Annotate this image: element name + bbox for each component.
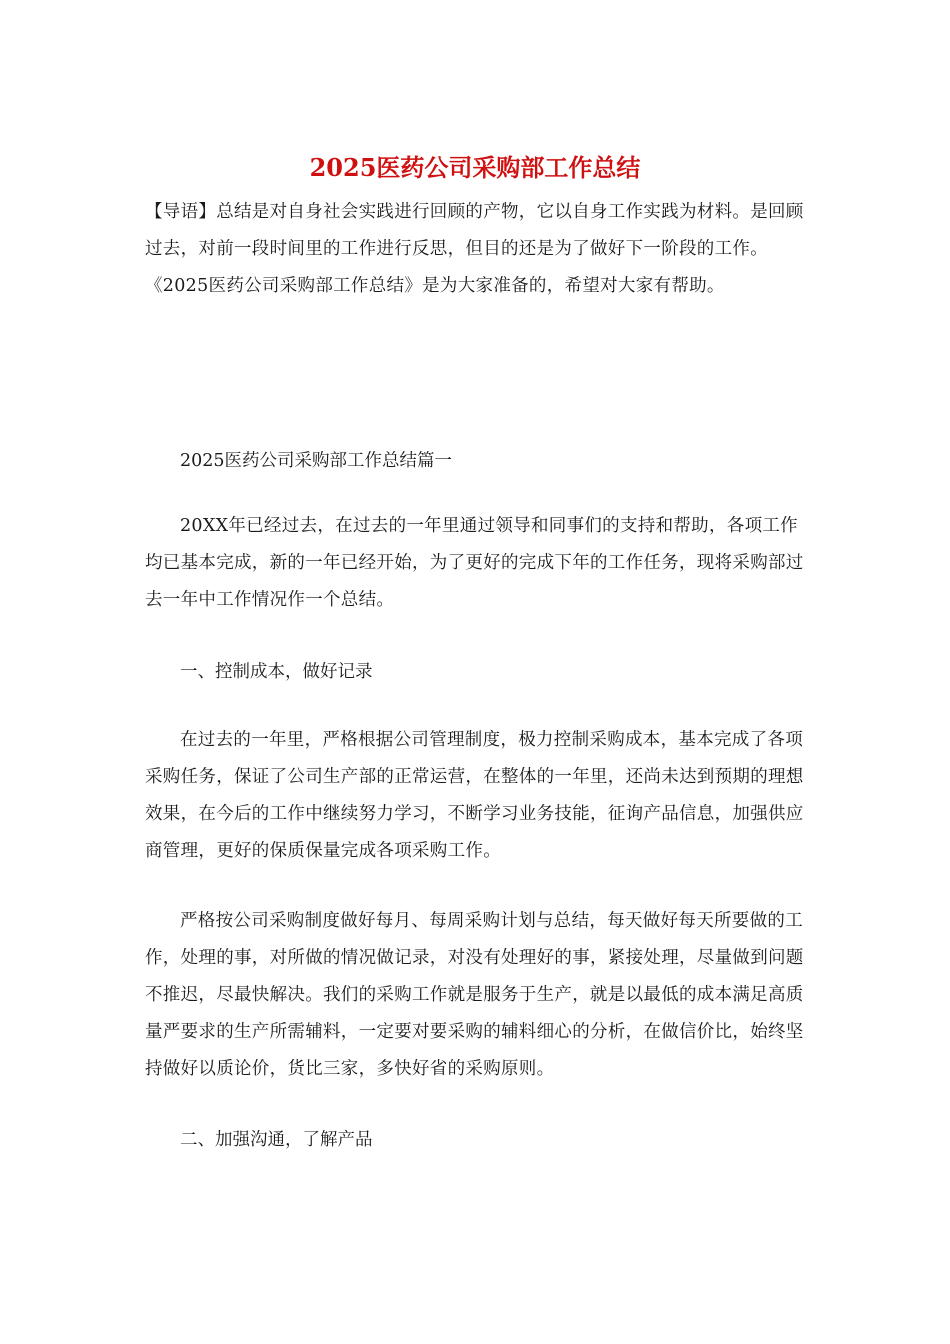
paragraph-1: 20XX年已经过去，在过去的一年里通过领导和同事们的支持和帮助，各项工作均已基本完成，新的一年已经开始，为了更好的完成下年的工作任务，现将采购部过去一年中工作情况作一个总结。: [145, 516, 804, 610]
heading-strengthen-communication: 二、加强沟通，了解产品: [180, 1130, 373, 1150]
paragraph-2: 在过去的一年里，严格根据公司管理制度，极力控制采购成本，基本完成了各项采购任务，保证了公司生产部的正常运营，在整体的一年里，还尚未达到预期的理想效果，在今后的工作中继续努力学习，不断学习业务技能，征询产品信息，加强供应商管理，更好的保质保量完成各项采购工作。: [145, 730, 804, 861]
paragraph-3: 严格按公司采购制度做好每月、每周采购计划与总结，每天做好每天所要做的工作，处理的事，对所做的情况做记录，对没有处理好的事，紧接处理，尽量做到问题不推迟，尽最快解决。我们的采购工作就是服务于生产，就是以最低的成本满足高质量严要求的生产所需辅料，一定要对要采购的辅料细心的分析，在做信价比，始终坚持做好以质论价，货比三家，多快好省的采购原则。: [145, 911, 804, 1079]
section-title: 2025医药公司采购部工作总结篇一: [180, 451, 453, 471]
heading-control-cost: 一、控制成本，做好记录: [180, 662, 373, 682]
intro-paragraph: 【导语】总结是对自身社会实践进行回顾的产物，它以自身工作实践为材料。是回顾过去，对前一段时间里的工作进行反思，但目的还是为了做好下一阶段的工作。《2025医药公司采购部工作总结》是为大家准备的，希望对大家有帮助。: [145, 202, 804, 296]
document-title: 2025医药公司采购部工作总结: [309, 153, 641, 182]
